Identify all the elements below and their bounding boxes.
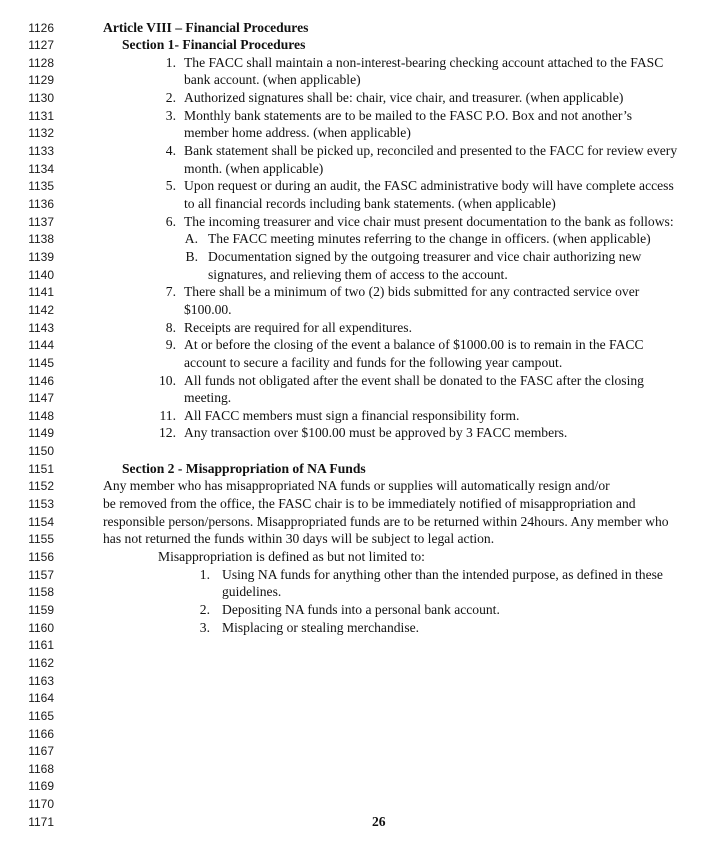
line-number: 1165 [28, 708, 54, 723]
article-title: Article VIII – Financial Procedures [103, 19, 309, 35]
list-item-text: Receipts are required for all expenditures. [184, 319, 412, 335]
line-number: 1147 [28, 391, 54, 406]
line-number: 1138 [28, 232, 54, 247]
line-number: 1166 [28, 726, 54, 741]
list-item-text: The incoming treasurer and vice chair must present documentation to the bank as follows: [184, 213, 674, 229]
line-number: 1159 [28, 602, 54, 617]
list-item-number: 3. [165, 107, 176, 123]
list-item-text: signatures, and relieving them of access to the account. [208, 266, 508, 282]
line-number: 1131 [28, 108, 54, 123]
line-number: 1156 [28, 550, 54, 564]
list-item-text: All FACC members must sign a financial responsibility form. [184, 407, 520, 423]
line-number: 1169 [28, 779, 54, 794]
line-number: 1126 [28, 20, 54, 35]
line-number: 1139 [28, 249, 54, 264]
list-item-number: 6. [165, 213, 176, 229]
line-number: 1143 [28, 320, 54, 335]
list-item-number: 3. [199, 619, 210, 635]
list-item-text: All funds not obligated after the event shall be donated to the FASC after the closing [184, 372, 644, 388]
section-title: Section 1- Financial Procedures [122, 37, 306, 53]
line-number: 1150 [28, 444, 54, 459]
list-item-number: 11. [159, 407, 176, 423]
paragraph-line: responsible person/persons. Misappropriated funds are to be returned within 24hours. Any member who [103, 513, 669, 529]
list-item-text: Monthly bank statements are to be mailed to the FASC P.O. Box and not another’s [184, 107, 633, 123]
list-item-number: A. [184, 231, 198, 247]
line-number: 1144 [28, 338, 54, 353]
list-item-text: Bank statement shall be picked up, reconciled and presented to the FACC for review every [184, 143, 678, 159]
list-item-text: guidelines. [222, 584, 282, 600]
line-number: 1148 [28, 408, 54, 423]
line-number: 1130 [28, 91, 54, 106]
list-item-number: 2. [165, 90, 176, 106]
list-item-text: Using NA funds for anything other than the intended purpose, as defined in these [222, 566, 663, 582]
line-number: 1136 [28, 197, 54, 211]
list-item-number: 8. [165, 319, 176, 335]
line-number: 1135 [28, 179, 54, 194]
list-item-number: B. [185, 248, 198, 264]
line-number: 1154 [28, 514, 54, 529]
line-number: 1129 [28, 73, 54, 88]
list-item-text: There shall be a minimum of two (2) bids submitted for any contracted service over [184, 284, 640, 300]
line-number: 1133 [28, 144, 54, 159]
line-number: 1140 [28, 267, 54, 282]
line-number: 1162 [28, 655, 54, 670]
line-number: 1157 [28, 567, 54, 582]
list-item-text: Upon request or during an audit, the FASC administrative body will have complete access [184, 178, 674, 194]
list-item-number: 5. [165, 178, 176, 194]
line-number: 1167 [28, 744, 54, 759]
line-number: 1137 [28, 214, 54, 229]
line-number: 1160 [28, 620, 54, 635]
section-title: Section 2 - Misappropriation of NA Funds [122, 460, 366, 476]
list-item-text: month. (when applicable) [184, 160, 324, 176]
line-number: 1149 [28, 426, 54, 441]
line-number: 1168 [28, 761, 54, 776]
line-number: 1161 [28, 638, 54, 653]
line-number: 1151 [28, 461, 54, 476]
line-number: 1155 [28, 532, 54, 547]
list-item-number: 4. [165, 143, 176, 159]
list-intro: Misappropriation is defined as but not limited to: [158, 549, 425, 564]
paragraph-line: be removed from the office, the FASC chair is to be immediately notified of misappropriation and [103, 496, 636, 512]
list-item-number: 2. [199, 601, 210, 617]
line-number: 1171 [28, 814, 54, 829]
list-item-text: Authorized signatures shall be: chair, vice chair, and treasurer. (when applicable) [184, 90, 624, 106]
paragraph-line: Any member who has misappropriated NA funds or supplies will automatically resign and/or [103, 478, 610, 494]
list-item-text: $100.00. [184, 301, 232, 317]
list-item-text: member home address. (when applicable) [184, 125, 411, 141]
list-item-text: meeting. [184, 390, 232, 406]
line-number: 1158 [28, 585, 54, 600]
list-item-text: Misplacing or stealing merchandise. [222, 619, 420, 635]
page-number: 26 [372, 813, 386, 829]
line-number: 1153 [28, 497, 54, 512]
list-item-text: Any transaction over $100.00 must be approved by 3 FACC members. [184, 425, 568, 441]
line-number: 1163 [28, 673, 54, 688]
list-item-text: bank account. (when applicable) [184, 72, 361, 88]
list-item-text: At or before the closing of the event a balance of $1000.00 is to remain in the FACC [184, 337, 644, 353]
line-number: 1170 [28, 797, 54, 812]
line-number: 1145 [28, 355, 54, 370]
list-item-number: 12. [159, 425, 176, 441]
line-number: 1142 [28, 302, 54, 317]
line-number: 1127 [28, 38, 54, 53]
list-item-text: The FACC shall maintain a non-interest-bearing checking account attached to the FASC [184, 54, 664, 70]
list-item-text: to all financial records including bank statements. (when applicable) [184, 196, 556, 211]
list-item-number: 1. [199, 566, 210, 582]
list-item-number: 1. [165, 54, 176, 70]
list-item-number: 7. [165, 284, 176, 300]
list-item-text: Documentation signed by the outgoing treasurer and vice chair authorizing new [208, 248, 642, 264]
paragraph-line: has not returned the funds within 30 days will be subject to legal action. [103, 531, 495, 547]
line-number: 1128 [28, 55, 54, 70]
list-item-text: The FACC meeting minutes referring to the change in officers. (when applicable) [208, 231, 651, 247]
list-item-number: 9. [165, 337, 176, 353]
list-item-text: Depositing NA funds into a personal bank account. [222, 601, 500, 617]
line-number: 1164 [28, 691, 54, 706]
list-item-number: 10. [159, 372, 176, 388]
line-number: 1152 [28, 479, 54, 494]
list-item-text: account to secure a facility and funds for the following year campout. [184, 354, 563, 370]
line-number: 1132 [28, 126, 54, 141]
line-number: 1146 [28, 373, 54, 388]
line-number: 1141 [28, 285, 54, 300]
line-number: 1134 [28, 161, 54, 176]
